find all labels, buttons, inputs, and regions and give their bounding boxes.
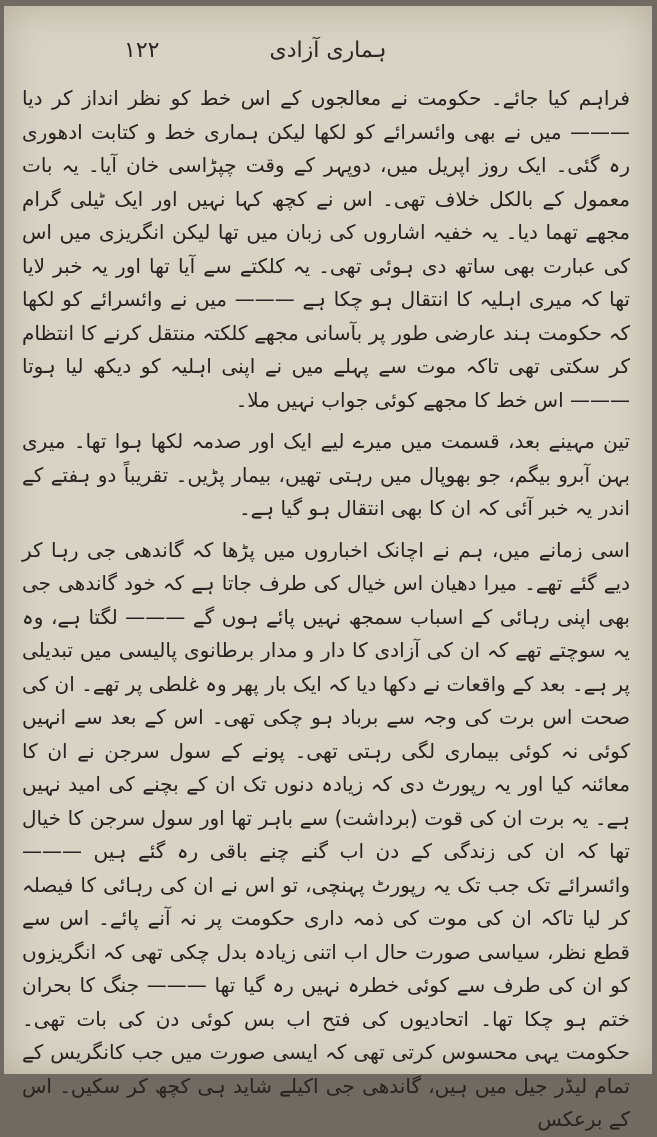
paragraph-2: تین مہینے بعد، قسمت میں میرے لیے ایک اور صدمہ لکھا ہوا تھا۔ میری بہن آبرو بیگم، جو بھوپال میں رہتی تھیں، بیمار پڑیں۔ تقریباً دو ہفتے کے اندر یہ خبر آئی کہ ان کا بھی انتقال ہو گیا ہے۔ — [22, 429, 630, 520]
body-text — [22, 82, 630, 1131]
paragraph-1: فراہم کیا جائے۔ حکومت نے معالجوں کے اس خط کو نظر انداز کر دیا ——— میں نے بھی وائسرائے کو لکھا لیکن ہماری خط و کتابت ادھوری رہ گئی۔ ایک روز اپریل میں، دوپہر کے وقت چپڑاسی خان آیا۔ یہ بات معمول کے بالکل خلاف تھی۔ اس نے کچھ کہا نہیں اور ایک ٹیلی گرام مجھے تھما دیا۔ یہ خفیہ اشاروں کی زبان میں تھا لیکن انگریزی میں اس کی عبارت بھی ساتھ دی ہوئی تھی۔ یہ کلکتے سے آیا تھا اور یہ خبر لایا تھا کہ میری اہلیہ کا انتقال ہو چکا ہے ——— میں نے وائسرائے کو لکھا کہ حکومت ہند عارضی طور پر بآسانی مجھے کلکتہ منتقل کرنے کا انتظام کر سکتی تھی تاکہ موت سے پہلے میں نے اپنی اہلیہ کو دیکھ لیا ہوتا ——— اس خط کا مجھے کوئی جواب نہیں ملا۔ — [22, 86, 630, 412]
book-page — [4, 6, 652, 1131]
page-header — [4, 36, 652, 76]
running-title: ہماری آزادی — [269, 38, 387, 63]
paragraph-3: اسی زمانے میں، ہم نے اچانک اخباروں میں پڑھا کہ گاندھی جی رہا کر دیے گئے تھے۔ میرا دھیان اس خیال کی طرف جاتا ہے کہ خود گاندھی جی بھی اپنی رہائی کے اسباب سمجھ نہیں پائے ہوں گے ——— لگتا ہے، وہ یہ سوچتے تھے کہ ان کی آزادی کا دار و مدار برطانوی پالیسی میں تبدیلی پر ہے۔ بعد کے واقعات نے دکھا دیا کہ ایک بار پھر وہ غلطی پر تھے۔ ان کی صحت اس برت کی وجہ سے برباد ہو چکی تھی۔ اس کے بعد سے انہیں کوئی نہ کوئی بیماری لگی رہتی تھی۔ پونے کے سول سرجن نے ان کا معائنہ کیا اور یہ رپورٹ دی کہ زیادہ دنوں تک ان کے بچنے کی امید نہیں ہے۔ یہ برت ان کی قوت (برداشت) سے باہر تھا اور سول سرجن کا خیال تھا کہ ان کی زندگی کے دن اب گنے چنے باقی رہ گئے ہیں ——— وائسرائے تک جب تک یہ رپورٹ پہنچی، تو اس نے ان کی رہائی کا فیصلہ کر لیا تاکہ ان کی موت کی ذمہ داری حکومت پر نہ آنے پائے۔ اس سے قطع نظر، سیاسی صورت حال اب اتنی زیادہ بدل چکی تھی کہ انگریزوں کو ان کی طرف سے کوئی خطرہ نہیں رہ گیا تھا ——— جنگ کا بحران ختم ہو چکا تھا۔ اتحادیوں کی فتح اب بس کوئی دن کی بات تھی۔ حکومت یہی محسوس کرتی تھی کہ ایسی صورت میں جب کانگریس کے تمام لیڈر جیل میں ہیں، گاندھی جی اکیلے شاید ہی کچھ کر سکیں۔ اس کے برعکس — [22, 537, 630, 1131]
page-number: ۱۲۲ — [124, 38, 160, 63]
